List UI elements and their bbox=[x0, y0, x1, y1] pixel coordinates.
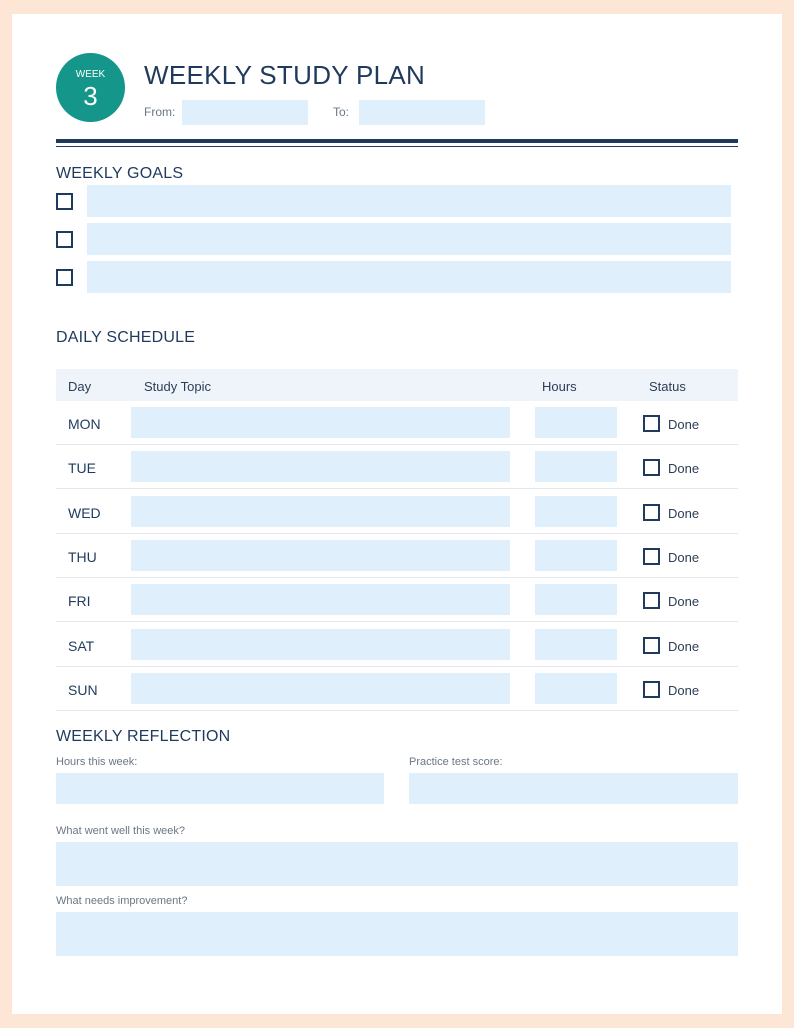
done-checkbox[interactable] bbox=[643, 548, 660, 565]
hours-field[interactable] bbox=[535, 584, 617, 615]
study-topic-field[interactable] bbox=[131, 540, 510, 571]
day-label: MON bbox=[68, 416, 101, 432]
improvement-label: What needs improvement? bbox=[56, 895, 188, 907]
hours-field[interactable] bbox=[535, 451, 617, 482]
went-well-label: What went well this week? bbox=[56, 825, 185, 837]
study-topic-field[interactable] bbox=[131, 407, 510, 438]
done-label: Done bbox=[668, 417, 700, 432]
from-label: From: bbox=[144, 105, 176, 119]
goal-checkbox-1[interactable] bbox=[56, 193, 73, 210]
day-label: FRI bbox=[68, 593, 91, 610]
week-label: WEEK bbox=[75, 69, 106, 80]
schedule-row bbox=[56, 534, 738, 578]
improvement-field[interactable] bbox=[56, 912, 738, 956]
goal-checkbox-2[interactable] bbox=[56, 231, 73, 248]
hours-field[interactable] bbox=[535, 407, 617, 438]
practice-score-field[interactable] bbox=[409, 773, 738, 804]
study-topic-field[interactable] bbox=[131, 673, 510, 704]
hours-field[interactable] bbox=[535, 496, 617, 527]
hours-field[interactable] bbox=[535, 673, 617, 704]
schedule-row bbox=[56, 623, 738, 667]
column-status: Status bbox=[649, 379, 686, 394]
to-label: To: bbox=[333, 105, 350, 119]
hours-field[interactable] bbox=[535, 540, 617, 571]
header-divider-thin bbox=[56, 146, 738, 147]
to-date-field[interactable] bbox=[359, 100, 485, 125]
day-label: SAT bbox=[68, 637, 95, 654]
schedule-heading: DAILY SCHEDULE bbox=[56, 329, 196, 346]
hours-field[interactable] bbox=[535, 629, 617, 660]
done-label: Done bbox=[668, 461, 700, 477]
done-checkbox[interactable] bbox=[643, 415, 660, 432]
schedule-row bbox=[56, 578, 738, 622]
week-number: 3 bbox=[83, 81, 98, 111]
from-date-field[interactable] bbox=[182, 100, 308, 125]
goal-field-1[interactable] bbox=[87, 185, 731, 217]
schedule-table-header bbox=[56, 369, 738, 401]
day-label: WED bbox=[68, 504, 101, 521]
went-well-field[interactable] bbox=[56, 842, 738, 886]
week-badge bbox=[56, 53, 125, 122]
done-checkbox[interactable] bbox=[643, 681, 660, 698]
done-checkbox[interactable] bbox=[643, 504, 660, 521]
done-label: Done bbox=[668, 549, 700, 565]
schedule-row bbox=[56, 445, 738, 489]
done-label: Done bbox=[668, 638, 700, 654]
study-topic-field[interactable] bbox=[131, 629, 510, 660]
column-study-topic: Study Topic bbox=[144, 379, 211, 394]
reflection-heading: WEEKLY REFLECTION bbox=[56, 728, 231, 745]
study-topic-field[interactable] bbox=[131, 584, 510, 615]
done-label: Done bbox=[668, 594, 700, 610]
done-checkbox[interactable] bbox=[643, 592, 660, 609]
study-topic-field[interactable] bbox=[131, 496, 510, 527]
done-checkbox[interactable] bbox=[643, 637, 660, 654]
schedule-row bbox=[56, 667, 738, 711]
goal-field-3[interactable] bbox=[87, 261, 731, 293]
column-day: Day bbox=[68, 379, 92, 394]
goal-checkbox-3[interactable] bbox=[56, 269, 73, 286]
day-label: THU bbox=[68, 548, 97, 565]
goals-heading: WEEKLY GOALS bbox=[56, 165, 184, 182]
schedule-row bbox=[56, 490, 738, 534]
study-topic-field[interactable] bbox=[131, 451, 510, 482]
done-checkbox[interactable] bbox=[643, 459, 660, 476]
day-label: SUN bbox=[68, 681, 98, 698]
column-hours: Hours bbox=[542, 379, 577, 394]
practice-score-label: Practice test score: bbox=[409, 756, 503, 768]
done-label: Done bbox=[668, 505, 700, 521]
hours-week-field[interactable] bbox=[56, 773, 384, 804]
schedule-row bbox=[56, 401, 738, 445]
done-label: Done bbox=[668, 682, 700, 698]
page-title: WEEKLY STUDY PLAN bbox=[144, 60, 426, 90]
day-label: TUE bbox=[68, 460, 96, 477]
header-divider-thick bbox=[56, 139, 738, 143]
hours-week-label: Hours this week: bbox=[56, 756, 138, 768]
goal-field-2[interactable] bbox=[87, 223, 731, 255]
